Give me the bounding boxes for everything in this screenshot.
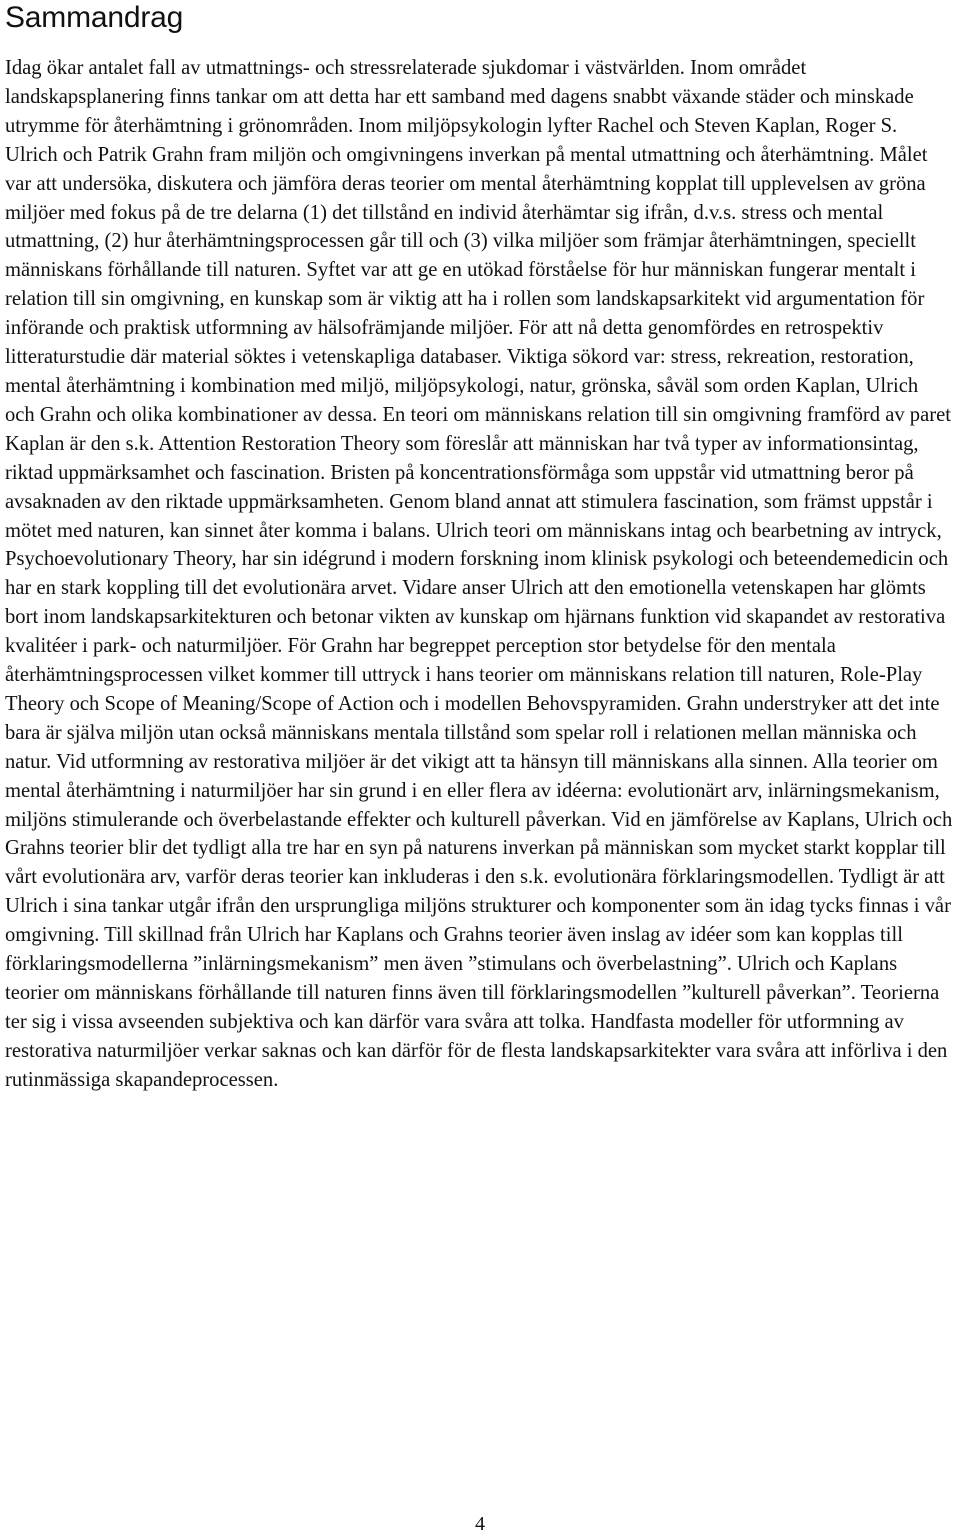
summary-paragraph: Idag ökar antalet fall av utmattnings- och stressrelaterade sjukdomar i västvärlden. Inom området landskapsplanering finns tankar om att detta har ett samband med dagens snabbt växande städer och minskade utrymme för återhämtning i grönområden. Inom miljöpsykologin lyfter Rachel och Steven Kaplan, Roger S. Ulrich och Patrik Grahn fram miljön och omgivningens inverkan på mental utmattning och återhämtning. Målet var att undersöka, diskutera och jämföra deras teorier om mental återhämtning kopplat till upplevelsen av gröna miljöer med fokus på de tre delarna (1) det tillstånd en individ återhämtar sig ifrån, d.v.s. stress och mental utmattning, (2) hur återhämtningsprocessen går till och (3) vilka miljöer som främjar återhämtningen, speciellt människans förhållande till naturen. Syftet var att ge en utökad förståelse för hur människan fungerar mentalt i relation till sin omgivning, en kunskap som är viktig att ha i rollen som landskapsarkitekt vid argumentation för införande och praktisk utformning av hälsofrämjande miljöer. För att nå detta genomfördes en retrospektiv litteraturstudie där material söktes i vetenskapliga databaser. Viktiga sökord var: stress, rekreation, restoration, mental återhämtning i kombination med miljö, miljöpsykologi, natur, grönska, såväl som orden Kaplan, Ulrich och Grahn och olika kombinationer av dessa. En teori om människans relation till sin omgivning framförd av paret Kaplan är den s.k. Attention Restoration Theory som föreslår att människan har två typer av informationsintag, riktad uppmärksamhet och fascination. Bristen på koncentrationsförmåga som uppstår vid utmattning beror på avsaknaden av den riktade uppmärksamheten. Genom bland annat att stimulera fascination, som främst uppstår i mötet med naturen, kan sinnet åter komma i balans. Ulrich teori om människans intag och bearbetning av intryck, Psychoevolutionary Theory, har sin idégrund i modern forskning inom klinisk psykologi och beteendemedicin och har en stark koppling till det evolutionära arvet. Vidare anser Ulrich att den emotionella vetenskapen har glömts bort inom landskapsarkitekturen och betonar vikten av kunskap om hjärnans funktion vid skapandet av restorativa kvalitéer i park- och naturmiljöer. För Grahn har begreppet perception stor betydelse för den mentala återhämtningsprocessen vilket kommer till uttryck i hans teorier om människans relation till naturen, Role-Play Theory och Scope of Meaning/Scope of Action och i modellen Behovspyramiden. Grahn understryker att det inte bara är själva miljön utan också människans mentala tillstånd som spelar roll i relationen mellan människa och natur. Vid utformning av restorativa miljöer är det vikigt att ta hänsyn till människans alla sinnen. Alla teorier om mental återhämtning i naturmiljöer har sin grund i en eller flera av idéerna: evolutionärt arv, inlärningsmekanism, miljöns stimulerande och överbelastande effekter och kulturell påverkan. Vid en jämförelse av Kaplans, Ulrich och Grahns teorier blir det tydligt alla tre har en syn på naturens inverkan på människan som mycket starkt kopplar till vårt evolutionära arv, varför deras teorier kan inkluderas i den s.k. evolutionära förklaringsmodellen. Tydligt är att Ulrich i sina tankar utgår ifrån den ursprungliga miljöns strukturer och komponenter som än idag tycks finnas i vår omgivning. Till skillnad från Ulrich har Kaplans och Grahns teorier även inslag av idéer som kan kopplas till förklaringsmodellerna ”inlärningsmekanism” men även ”stimulans och överbelastning”. Ulrich och Kaplans teorier om människans förhållande till naturen finns även till förklaringsmodellen ”kulturell påverkan”. Teorierna ter sig i vissa avseenden subjektiva och kan därför vara svåra att tolka. Handfasta modeller för utformning av restorativa naturmiljöer verkar saknas och kan därför för de flesta landskapsarkitekter vara svåra att införliva i den rutinmässiga skapandeprocessen. bbox=[5, 57, 953, 1091]
section-heading: Sammandrag bbox=[5, 1, 184, 34]
page-number: 4 bbox=[475, 1513, 485, 1535]
document-page bbox=[5, 0, 953, 1095]
